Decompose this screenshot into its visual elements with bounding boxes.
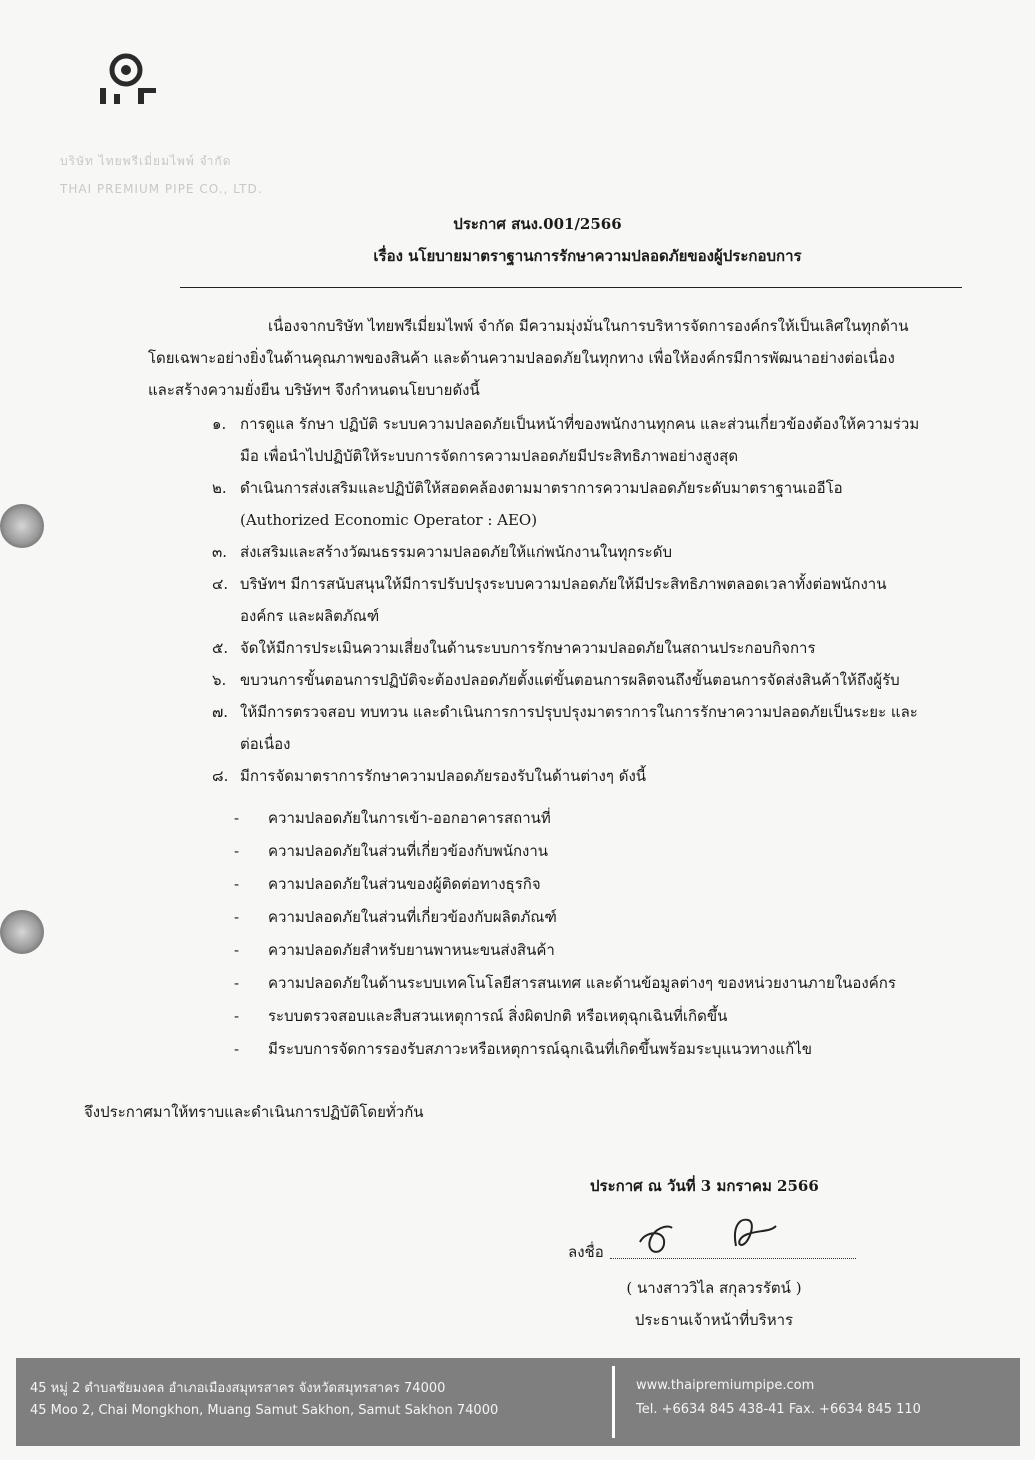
list-item: [234, 802, 934, 835]
list-item: [234, 835, 934, 868]
footer-divider: [612, 1366, 615, 1438]
sign-label: ลงชื่อ: [568, 1243, 604, 1261]
closing-statement: จึงประกาศมาให้ทราบและดำเนินการปฏิบัติโดยทั่วกัน: [84, 1103, 424, 1121]
list-item: [212, 664, 922, 696]
item-number: ๒.: [212, 479, 227, 497]
bullet-dash: -: [234, 809, 240, 827]
item-text: ดำเนินการส่งเสริมและปฏิบัติให้สอดคล้องตามมาตราการความปลอดภัยระดับมาตราฐานเออีโอ (Authorized Economic Operator : AEO): [240, 479, 843, 529]
item-number: ๘.: [212, 767, 229, 785]
list-item: [234, 1000, 934, 1033]
measures-list: [234, 802, 934, 1066]
item-number: ๓.: [212, 543, 228, 561]
list-item: [212, 408, 922, 472]
item-text: การดูแล รักษา ปฏิบัติ ระบบความปลอดภัยเป็นหน้าที่ของพนักงานทุกคน และส่วนเกี่ยวข้องต้องให้ความร่วมมือ เพื่อนำไปปฏิบัติให้ระบบการจัดการความปลอดภัยมีประสิทธิภาพอย่างสูงสุด: [240, 415, 920, 465]
announcement-subject: เรื่อง นโยบายมาตราฐานการรักษาความปลอดภัยของผู้ประกอบการ: [373, 247, 802, 265]
item-text: ความปลอดภัยในส่วนที่เกี่ยวข้องกับพนักงาน: [268, 842, 549, 860]
item-text: บริษัทฯ มีการสนับสนุนให้มีการปรับปรุงระบบความปลอดภัยให้มีประสิทธิภาพตลอดเวลาทั้งต่อพนักงาน องค์กร และผลิตภัณฑ์: [240, 575, 887, 625]
bullet-dash: -: [234, 1040, 240, 1058]
list-item: [212, 568, 922, 632]
address-thai: 45 หมู่ 2 ตำบลชัยมงคล อำเภอเมืองสมุทรสาคร จังหวัดสมุทรสาคร 74000: [30, 1381, 446, 1396]
signer-title: ประธานเจ้าหน้าที่บริหาร: [634, 1311, 794, 1329]
item-text: ส่งเสริมและสร้างวัฒนธรรมความปลอดภัยให้แก่พนักงานในทุกระดับ: [240, 543, 672, 561]
bullet-dash: -: [234, 941, 240, 959]
intro-paragraph: เนื่องจากบริษัท ไทยพรีเมี่ยมไพพ์ จำกัด มีความมุ่งมั่นในการบริหารจัดการองค์กรให้เป็นเลิศในทุกด้าน โดยเฉพาะอย่างยิ่งในด้านคุณภาพของสินค้า และด้านความปลอดภัยในทุกทาง เพื่อให้องค์กรมีการพัฒนาอย่างต่อเนื่องและสร้างความยั่งยืน บริษัทฯ จึงกำหนดนโยบายดังนี้: [148, 317, 909, 399]
list-item: [212, 760, 922, 792]
binder-hole-icon: [0, 504, 44, 548]
list-item: [212, 696, 922, 760]
bullet-dash: -: [234, 875, 240, 893]
announcement-date: ประกาศ ณ วันที่ 3 มกราคม 2566: [590, 1177, 819, 1195]
list-item: [212, 536, 922, 568]
binder-hole-icon: [0, 910, 44, 954]
policy-list: [212, 408, 922, 792]
item-text: ระบบตรวจสอบและสืบสวนเหตุการณ์ สิ่งผิดปกติ หรือเหตุฉุกเฉินที่เกิดขึ้น: [268, 1007, 728, 1025]
item-text: ให้มีการตรวจสอบ ทบทวน และดำเนินการการปรุบปรุงมาตราการในการรักษาความปลอดภัยเป็นระยะ และต่อเนื่อง: [240, 703, 918, 753]
footer-contact: [636, 1374, 921, 1422]
item-text: ความปลอดภัยในส่วนของผู้ติดต่อทางธุรกิจ: [268, 875, 541, 893]
item-text: ความปลอดภัยในการเข้า-ออกอาคารสถานที่: [268, 809, 551, 827]
company-logo: [80, 44, 170, 114]
list-item: [234, 934, 934, 967]
bullet-dash: -: [234, 908, 240, 926]
handwritten-signature: [636, 1210, 786, 1260]
item-number: ๕.: [212, 639, 229, 657]
list-item: [234, 1033, 934, 1066]
signer-name: ( นางสาววิไล สกุลวรรัตน์ ): [626, 1279, 802, 1297]
website-link[interactable]: www.thaipremiumpipe.com: [636, 1378, 815, 1393]
phone-fax: Tel. +6634 845 438-41 Fax. +6634 845 110: [636, 1402, 921, 1417]
bullet-dash: -: [234, 842, 240, 860]
list-item: [234, 901, 934, 934]
bullet-dash: -: [234, 1007, 240, 1025]
footer-bar: [16, 1358, 1020, 1446]
item-text: มีระบบการจัดการรองรับสภาวะหรือเหตุการณ์ฉุกเฉินที่เกิดขึ้นพร้อมระบุแนวทางแก้ไข: [268, 1040, 813, 1058]
item-number: ๗.: [212, 703, 229, 721]
item-number: ๑.: [212, 415, 227, 433]
item-text: จัดให้มีการประเมินความเสี่ยงในด้านระบบการรักษาความปลอดภัยในสถานประกอบกิจการ: [240, 639, 816, 657]
list-item: [234, 868, 934, 901]
item-text: ขบวนการขั้นตอนการปฏิบัติจะต้องปลอดภัยตั้งแต่ขั้นตอนการผลิตจนถึงขั้นตอนการจัดส่งสินค้าให้ถึงผู้รับ: [240, 671, 900, 689]
bullet-dash: -: [234, 974, 240, 992]
item-text: ความปลอดภัยในด้านระบบเทคโนโลยีสารสนเทศ และด้านข้อมูลต่างๆ ของหน่วยงานภายในองค์กร: [268, 974, 896, 992]
list-item: [234, 967, 934, 1000]
address-english: 45 Moo 2, Chai Mongkhon, Muang Samut Sakhon, Samut Sakhon 74000: [30, 1403, 499, 1418]
item-text: มีการจัดมาตราการรักษาความปลอดภัยรองรับในด้านต่างๆ ดังนี้: [240, 767, 647, 785]
company-name-english: THAI PREMIUM PIPE CO., LTD.: [60, 182, 263, 196]
list-item: [212, 632, 922, 664]
list-item: [212, 472, 922, 536]
footer-address: [30, 1378, 498, 1422]
announcement-number: ประกาศ สนง.001/2566: [453, 215, 622, 233]
company-name-thai: บริษัท ไทยพรีเมี่ยมไพพ์ จำกัด: [60, 154, 232, 168]
heading-divider: [180, 287, 962, 288]
item-number: ๔.: [212, 575, 229, 593]
item-text: ความปลอดภัยในส่วนที่เกี่ยวข้องกับผลิตภัณฑ์: [268, 908, 557, 926]
item-text: ความปลอดภัยสำหรับยานพาหนะขนส่งสินค้า: [268, 941, 555, 959]
item-number: ๖.: [212, 671, 227, 689]
